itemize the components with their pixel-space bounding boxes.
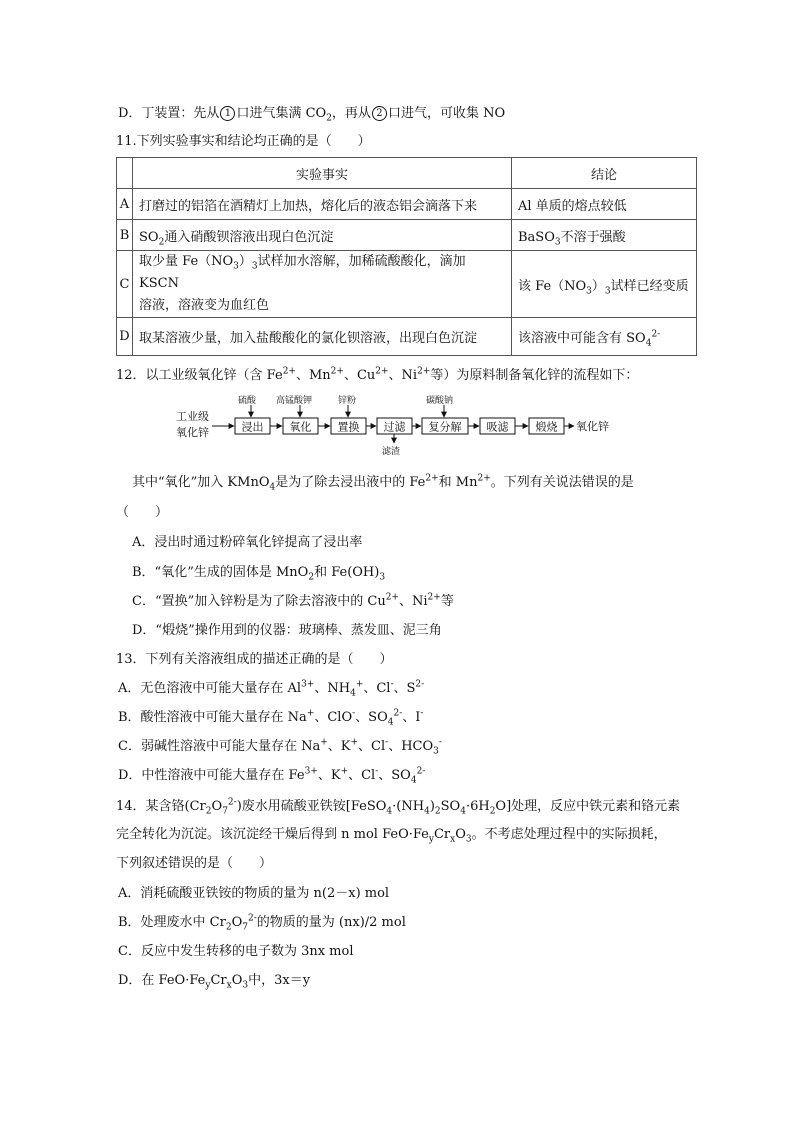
- q12-stem: 12．以工业级氧化锌（含 $Fe^{2+}$、$Mn^{2+}$、$Cu^{2+}$、$Ni^{2+}$等）为原料制备氧化锌的流程如下：: [116, 366, 639, 383]
- svg-text:吸滤: 吸滤: [486, 420, 509, 434]
- table-header-row: [117, 158, 697, 189]
- fact-cell: $SO_2$通入硝酸钡溶液出现白色沉淀: [133, 220, 512, 251]
- row-label: A: [117, 189, 133, 220]
- q12-option-b: B．“氧化”生成的固体是 MnO$_2$和 $Fe(OH)_3$: [132, 565, 386, 583]
- svg-text:过滤: 过滤: [383, 420, 406, 434]
- table-row: [117, 189, 697, 220]
- fact-cell: 打磨过的铝箔在酒精灯上加热，熔化后的液态铝会滴落下来: [133, 189, 512, 220]
- q14-option-d: D．在 $FeO\cdot Fe_yCr_xO_3$中，3x＝y: [118, 973, 311, 991]
- table-row: [117, 220, 697, 251]
- table-row: [117, 318, 697, 356]
- reagent-sulfuric-acid: 硫酸: [238, 396, 257, 406]
- circled-number-1: 1: [220, 106, 235, 121]
- q11-table: [116, 157, 697, 356]
- q13-stem: 13．下列有关溶液组成的描述正确的是（ ）: [116, 652, 393, 667]
- q14-option-c: C．反应中发生转移的电子数为 3nx mol: [118, 944, 354, 959]
- q10-option-d: D．丁装置：先从 1 口进气集满 $CO_2$，再从 2 口进气，可收集 NO: [118, 106, 506, 124]
- q12-option-d: D．“煅烧”操作用到的仪器：玻璃棒、蒸发皿、泥三角: [132, 623, 442, 638]
- circled-number-2: 2: [372, 106, 387, 121]
- q13-option-a: A．无色溶液中可能大量存在 $Al^{3+}$、$NH_4^+$、Cl-、$S^{2-}$: [118, 679, 425, 699]
- svg-text:置换: 置换: [337, 420, 360, 434]
- fact-cell: 取某溶液少量，加入盐酸酸化的氯化钡溶液，出现白色沉淀: [133, 318, 512, 356]
- svg-text:煅烧: 煅烧: [535, 420, 558, 434]
- row-label: B: [117, 220, 133, 251]
- flow-source-line2: 氧化锌: [176, 426, 209, 439]
- q12-option-c: C．“置换”加入锌粉是为了除去溶液中的 $Cu^{2+}$、$Ni^{2+}$等: [132, 592, 454, 609]
- q13-option-b: B．酸性溶液中可能大量存在 Na+、ClO-、$SO_4^{2-}$、I-: [118, 708, 424, 728]
- row-label: C: [117, 251, 133, 318]
- reagent-sodium-carbonate: 碳酸钠: [426, 396, 454, 406]
- q14-option-a: A．消耗硫酸亚铁铵的物质的量为 n(2－x) mol: [118, 886, 390, 901]
- svg-text:复分解: 复分解: [428, 420, 462, 434]
- table-row: [117, 251, 697, 318]
- q12-answer-paren: （ ）: [116, 505, 169, 520]
- q11-stem: 11.下列实验事实和结论均正确的是（ ）: [116, 134, 371, 149]
- q14-option-b: B．处理废水中 $Cr_2O_7^{2-}$的物质的量为 (nx)/2 mol: [118, 913, 406, 933]
- svg-text:氧化: 氧化: [289, 420, 312, 434]
- q12-text: 其中“氧化”加入 KMnO$_4$是为了除去浸出液中的 $Fe^{2+}$和 $Mn^{2+}$。下列有关说法错误的是: [132, 473, 634, 493]
- q13-option-c: C．弱碱性溶液中可能大量存在 Na+、K+、Cl-、$HCO_3^-$: [118, 737, 442, 757]
- q13-option-d: D．中性溶液中可能大量存在 $Fe^{3+}$、K+、Cl-、$SO_4^{2-}$: [118, 766, 426, 786]
- flow-diagram: [176, 392, 626, 458]
- row-label: D: [117, 318, 133, 356]
- q14-stem-line2: 完全转化为沉淀。该沉淀经干燥后得到 n mol $FeO\cdot Fe_yCr_xO_3$。不考虑处理过程中的实际损耗，: [116, 827, 667, 845]
- header-conclusion: 结论: [512, 158, 697, 189]
- q14-stem-line3: 下列叙述错误的是（ ）: [116, 856, 273, 871]
- conclusion-cell: 该 $Fe(NO_3)_3$试样已经变质: [512, 251, 697, 318]
- flow-source-line1: 工业级: [176, 410, 209, 423]
- svg-text:浸出: 浸出: [241, 420, 264, 434]
- conclusion-cell: 该溶液中可能含有 $SO_4^{2-}$: [512, 318, 697, 356]
- fact-cell: 取少量 $Fe(NO_3)_3$试样加水溶解，加稀硫酸酸化，滴加 KSCN 溶液，溶液变为血红色: [133, 251, 512, 318]
- flow-residue: 滤渣: [382, 447, 401, 457]
- q14-stem-line1: 14．某含铬$(Cr_2O_7^{2-})$废水用硫酸亚铁铵$[FeSO_4\cdot(NH_4)_2SO_4\cdot 6H_2O]$处理，反应中铁元素和铬元素: [116, 797, 681, 817]
- flow-product: 氧化锌: [576, 420, 609, 433]
- header-fact: 实验事实: [133, 158, 512, 189]
- conclusion-cell: Al 单质的熔点较低: [512, 189, 697, 220]
- conclusion-cell: BaSO$_3$不溶于强酸: [512, 220, 697, 251]
- reagent-zinc-powder: 锌粉: [338, 396, 357, 406]
- reagent-kmno4: 高锰酸钾: [276, 396, 313, 406]
- q12-option-a: A．浸出时通过粉碎氧化锌提高了浸出率: [132, 535, 363, 550]
